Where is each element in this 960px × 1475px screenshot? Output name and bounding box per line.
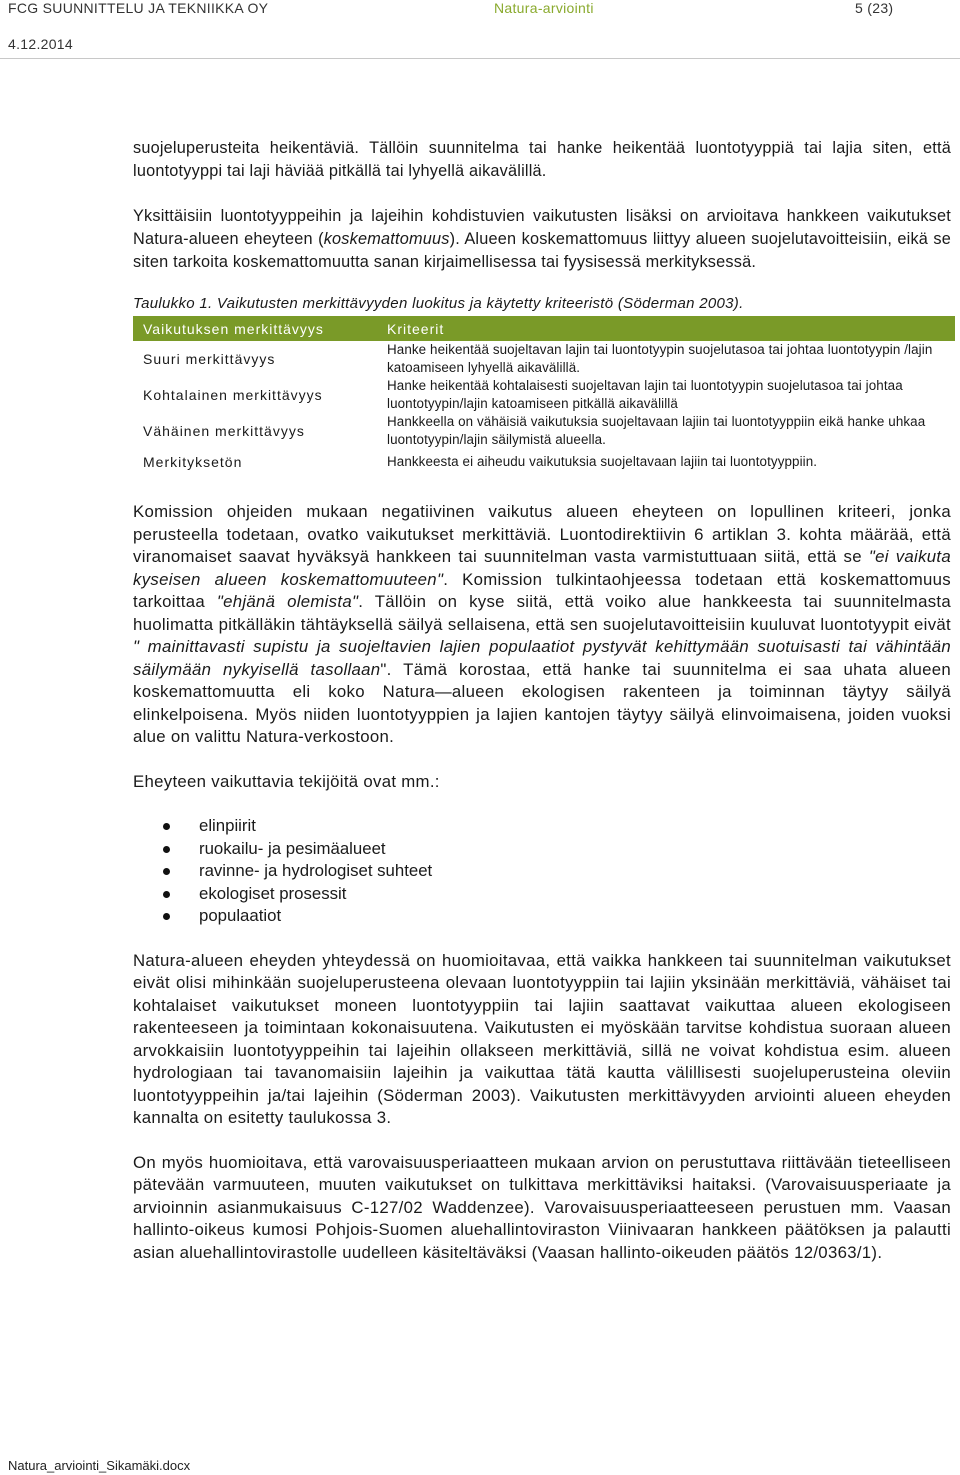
bullet-icon (163, 846, 170, 853)
criteria-text: Hankkeesta ei aiheudu vaikutuksia suojeltavaan lajiin tai luontotyyppiin. (387, 454, 818, 469)
bullet-icon (163, 913, 170, 920)
criteria-text: Hanke heikentää suojeltavan lajin tai luontotyypin suojelutasoa tai johtaa luontotyypin /lajin katoamiseen lyhyellä aikavälillä. (387, 342, 933, 375)
paragraph-commission: Komission ohjeiden mukaan negatiivinen vaikutus alueen eheyteen on lopullinen kriteeri, jonka perusteella todetaan, ovatko vaikutukset merkittäviä. Luontodirektiivin 6 artiklan 3. kohta määrää, että viranomaiset saavat hyväksyä hankkeen tai suunnitelman vasta varmistuttuaan siitä, että se "ei vaikuta kyseisen alueen koskemattomuuteen". Komission tulkintaohjeessa todetaan että koskemattomuus tarkoittaa "ehjänä olemista". Tällöin on kyse siitä, että voiko alue hankkeesta tai suunnitelmasta huolimatta pitkälläkin tähtäyksellä säilyä sellaisena, että sen suojelutavoitteisiin kuuluvat luontotyypit eivät " mainittavasti supistu ja suojeltavien lajien populaatiot pystyvät kehittymään suotuisasti tai vähintään säilymään nykyisellä tasollaan". Tämä korostaa, että hanke tai suunnitelma ei saa uhata alueen koskemattomuutta eli koko Natura—alueen ekologisen rakenteen ja toiminnan täytyy säilyä elinkelpoisena. Myös niiden luontotyyppien ja lajien kantojen täytyy säilyä elinvoimaisena, joiden vuoksi alue on valittu Natura-verkostoon. (133, 502, 951, 746)
table-row (133, 341, 955, 377)
document-body (133, 137, 951, 1264)
table-row (133, 413, 955, 449)
bullet-icon (163, 891, 170, 898)
significance-table (133, 316, 955, 475)
significance-level: Suuri merkittävyys (143, 351, 276, 367)
table-caption: Taulukko 1. Vaikutusten merkittävyyden luokitus ja käytetty kriteeristö (Söderman 2003). (133, 295, 744, 312)
paragraph-cumulative: Natura-alueen eheyden yhteydessä on huomioitavaa, että vaikka hankkeen tai suunnitelman vaikutukset eivät olisi mihinkään suojeluperusteena olevaan luontotyyppiin tai lajiin yksinään merkittäviä, vähäiset tai kohtalaiset vaikutukset moneen luontotyyppiin tai lajiin saattavat vaikuttaa alueen ekologiseen rakenteeseen ja toimintaan kokonaisuutena. Vaikutusten ei myöskään tarvitse kohdistua suoraan alueen arvokkaisiin luontotyyppeihin tai lajeihin ollakseen merkittäviä, sillä ne voivat kohdistua esim. alueen hydrologiaan tai tavanomaisiin lajeihin ja vaikuttaa tätä kautta välillisesti suojeluperusteina oleviin luontotyyppeihin ja/tai lajeihin (Söderman 2003). Vaikutusten merkittävyyden arviointi alueen eheyden kannalta on esitetty taulukossa 3. (133, 950, 951, 1128)
column-header-significance: Vaikutuksen merkittävyys (133, 316, 381, 341)
paragraph-integrity: Yksittäisiin luontotyyppeihin ja lajeihin kohdistuvien vaikutusten lisäksi on arvioitava hankkeen vaikutukset Natura-alueen eheyteen (koskemattomuus). Alueen koskemattomuus liittyy alueen suojelutavoitteisiin, eikä se siten tarkoita koskemattomuutta sanan kirjaimellisessa tai fyysisessä merkityksessä. (133, 207, 952, 271)
document-title: Natura-arviointi (494, 0, 594, 16)
list-item: ravinne- ja hydrologiset suhteet (163, 860, 951, 883)
list-item: ruokailu- ja pesimäalueet (163, 838, 951, 861)
paragraph-precaution: On myös huomioitava, että varovaisuusperiaatteen mukaan arvion on perustuttava riittävään tieteelliseen pätevään varmuuteen, muuten vaikutukset on tulkittava merkittäviksi haitaksi. (Varovaisuusperiaate ja arvioinnin asianmukaisuus C-127/02 Waddenzee). Varovaisuusperiaatteeseen perustuen mm. Vaasan hallinto-oikeus kumosi Pohjois-Suomen aluehallintoviraston Viinivaaran hankkeen päätöksen ja palautti asian aluehallintovirastolle uudelleen käsiteltäväksi (Vaasan hallinto-oikeuden päätös 12/0363/1). (133, 1152, 951, 1262)
paragraph-intro: suojeluperusteita heikentäviä. Tällöin suunnitelma tai hanke heikentää luontotyyppiä tai lajia siten, että luontotyyppi tai laji häviää pitkällä tai lyhyellä aikavälillä. (133, 139, 951, 180)
page-header (0, 0, 960, 62)
table-row (133, 377, 955, 413)
column-header-criteria: Kriteerit (381, 316, 955, 341)
significance-level: Vähäinen merkittävyys (143, 423, 305, 439)
company-name: FCG SUUNNITTELU JA TEKNIIKKA OY (8, 0, 269, 16)
footer-filename: Natura_arviointi_Sikamäki.docx (8, 1458, 191, 1473)
table-header-row (133, 316, 955, 341)
paragraph-factors-intro: Eheyteen vaikuttavia tekijöitä ovat mm.: (133, 771, 440, 791)
header-divider (0, 58, 960, 59)
list-item: ekologiset prosessit (163, 883, 951, 906)
factors-list (133, 815, 951, 928)
significance-level: Kohtalainen merkittävyys (143, 387, 323, 403)
bullet-icon (163, 823, 170, 830)
page-number: 5 (23) (855, 0, 894, 16)
criteria-text: Hankkeella on vähäisiä vaikutuksia suojeltavaan lajiin tai luontotyyppiin eikä hanke uhkaa luontotyypin/lajin säilymistä alueella. (387, 414, 926, 447)
list-item: elinpiirit (163, 815, 951, 838)
significance-level: Merkityksetön (143, 454, 243, 470)
criteria-text: Hanke heikentää kohtalaisesti suojeltavan lajin tai luontotyypin suojelutasoa tai johtaa luontotyypin/lajin katoamiseen pitkällä aikavälillä (387, 378, 903, 411)
list-item: populaatiot (163, 905, 951, 928)
document-date: 4.12.2014 (8, 36, 73, 52)
table-row (133, 449, 955, 475)
bullet-icon (163, 868, 170, 875)
